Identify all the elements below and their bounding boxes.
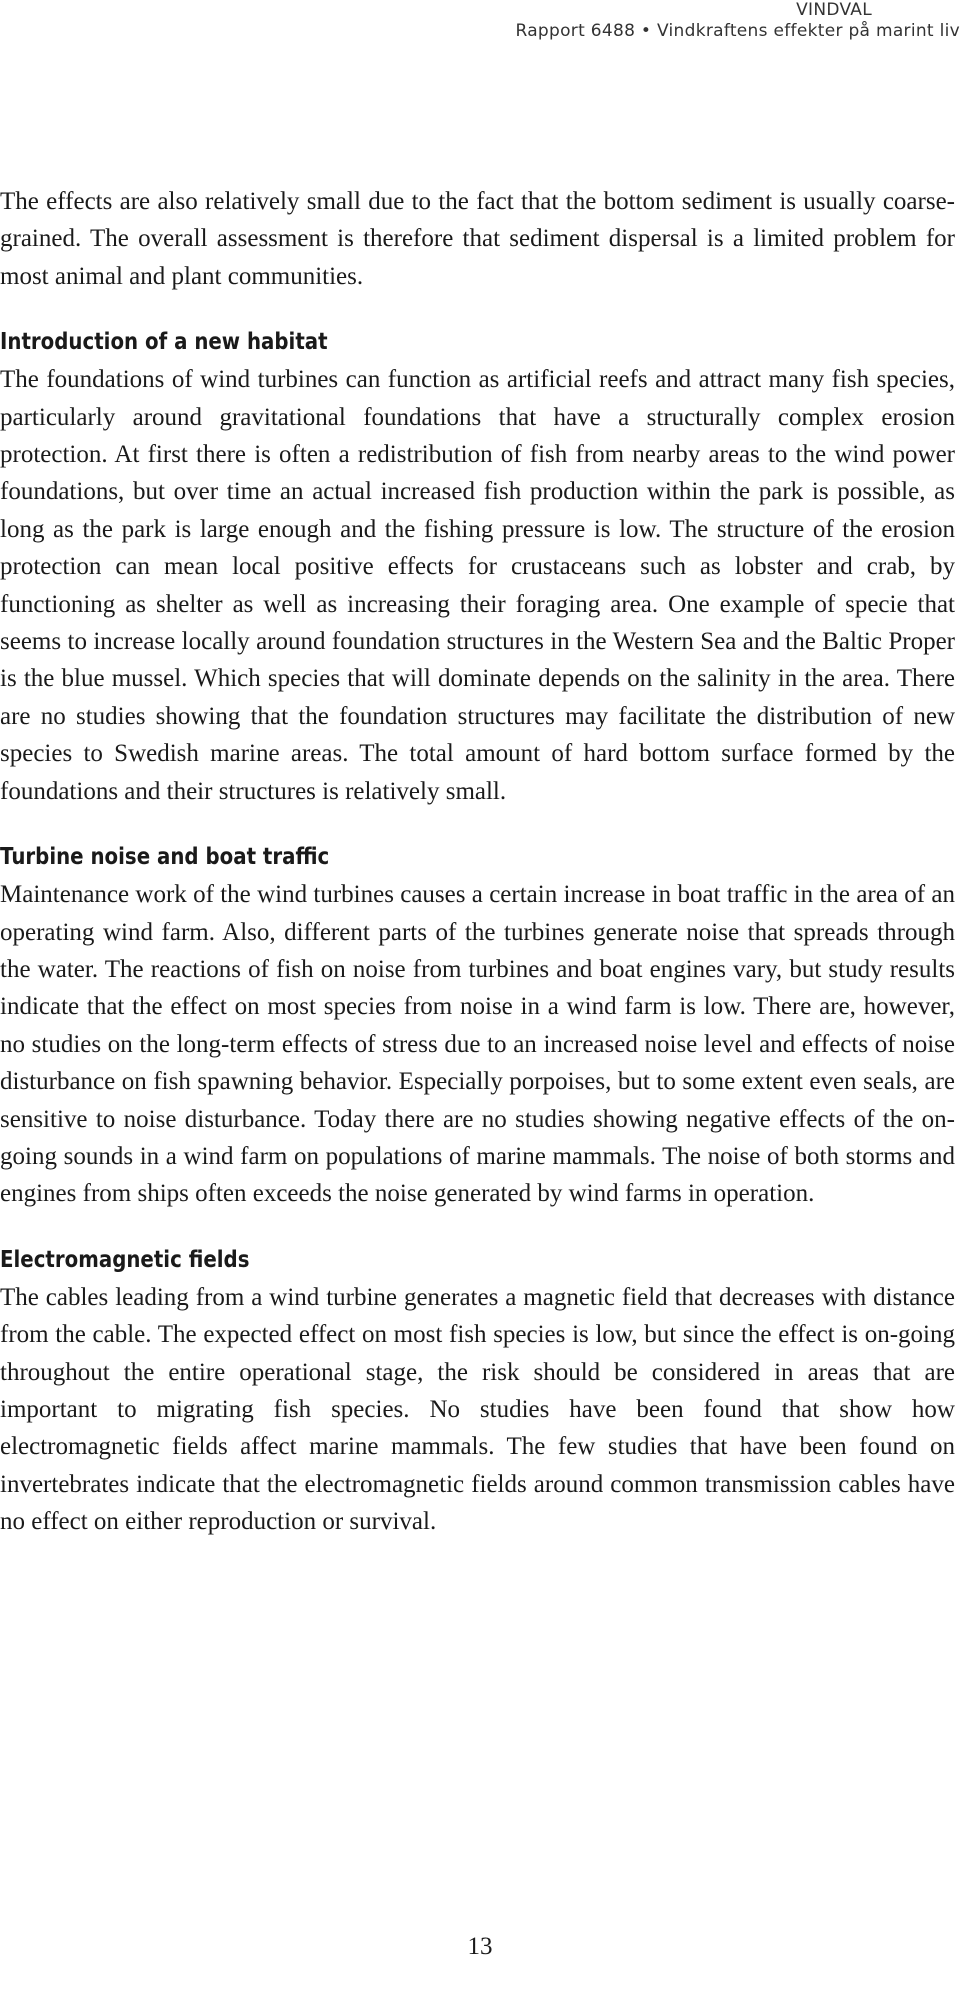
section-body: Maintenance work of the wind turbines causes a certain increase in boat traffic in the area of an operating wind farm. Also, different parts of the turbines generate noise that spreads through the water. The reactions of fish on noise from turbines and boat engines vary, but study results indicate that the effect on most species from noise in a wind farm is low. There are, however, no studies on the long-term effects of stress due to an increased noise level and effects of noise disturbance on fish spawning behavior. Especially porpoises, but to some extent even seals, are sensitive to noise disturbance. Today there are no studies showing negative effects of the on-going sounds in a wind farm on populations of marine mammals. The noise of both storms and engines from ships often exceeds the noise generated by wind farms in operation. — [0, 881, 955, 1208]
section-heading: Turbine noise and boat traffic — [0, 844, 330, 871]
section-heading: Introduction of a new habitat — [0, 329, 328, 356]
section-turbine-noise — [0, 839, 955, 1213]
page-number: 13 — [467, 1933, 493, 1960]
header-report-title: Rapport 6488 • Vindkraftens effekter på marint liv — [515, 21, 960, 41]
section-heading: Electromagnetic fields — [0, 1246, 250, 1273]
intro-paragraph: The effects are also relatively small due to the fact that the bottom sediment is usually coarse-grained. The overall assessment is therefore that sediment dispersal is a limited problem for most animal and plant communities. — [0, 188, 955, 290]
header-series: VINDVAL — [796, 0, 872, 20]
section-body: The foundations of wind turbines can function as artificial reefs and attract many fish species, particularly around gravitational foundations that have a structurally complex erosion protection. At first there is often a redistribution of fish from nearby areas to the wind power foundations, but over time an actual increased fish production within the park is possible, as long as the park is large enough and the fishing pressure is low. The structure of the erosion protection can mean local positive effects for crustaceans such as lobster and crab, by functioning as shelter as well as increasing their foraging area. One example of specie that seems to increase locally around foundation structures in the Western Sea and the Baltic Proper is the blue mussel. Which species that will dominate depends on the salinity in the area. There are no studies showing that the foundation structures may facilitate the distribution of new species to Swedish marine areas. The total amount of hard bottom surface formed by the foundations and their structures is relatively small. — [0, 366, 955, 805]
section-body: The cables leading from a wind turbine generates a magnetic field that decreases with distance from the cable. The expected effect on most fish species is low, but since the effect is on-going throughout the entire operational stage, the risk should be considered in areas that are important to migrating fish species. No studies have been found that show how electromagnetic fields affect marine mammals. The few studies that have been found on invertebrates indicate that the electromagnetic fields around common transmission cables have no effect on either reproduction or survival. — [0, 1283, 955, 1536]
section-electromagnetic-fields — [0, 1242, 955, 1541]
section-new-habitat — [0, 324, 955, 810]
running-header — [515, 0, 960, 42]
main-content — [0, 183, 955, 1541]
